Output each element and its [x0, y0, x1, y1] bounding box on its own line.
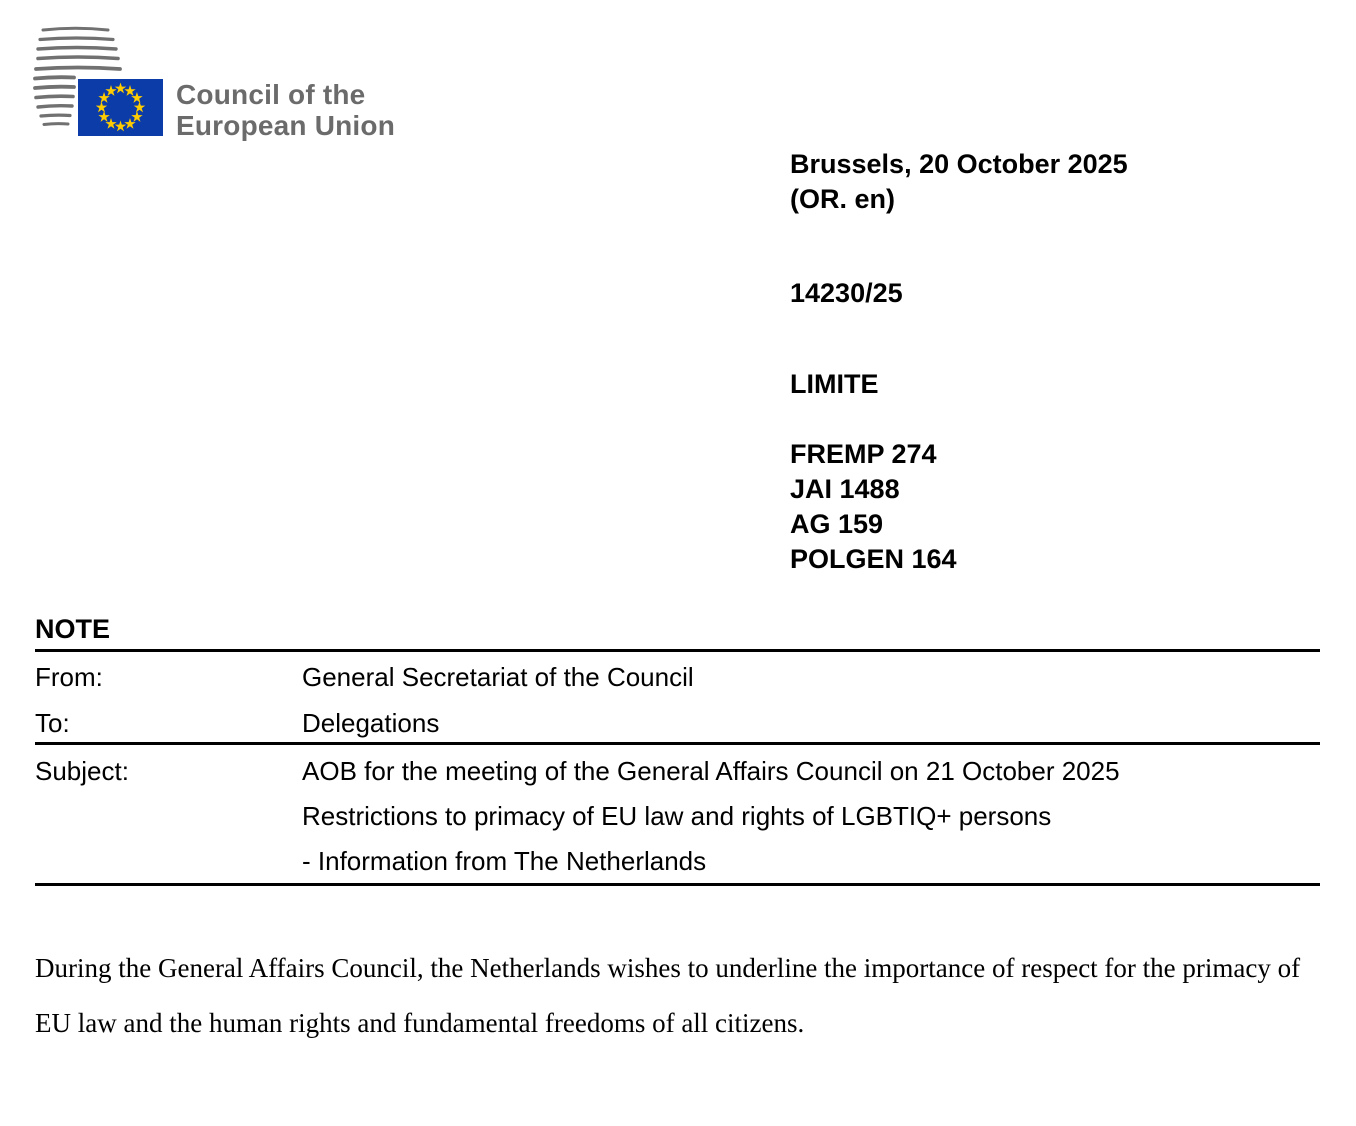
document-number: 14230/25: [790, 278, 903, 308]
to-value: Delegations: [302, 708, 440, 738]
subject-code: AG 159: [790, 509, 884, 539]
subject-line: Restrictions to primacy of EU law and rights of LGBTIQ+ persons: [302, 801, 1052, 831]
eu-flag-icon: [78, 79, 163, 136]
logo-org-name-line1: Council of the: [176, 79, 366, 110]
logo-org-name-line2: European Union: [176, 110, 396, 141]
subject-code: JAI 1488: [790, 474, 900, 504]
note-title: NOTE: [35, 614, 111, 644]
subject-code: FREMP 274: [790, 439, 937, 469]
subject-codes: [790, 437, 957, 577]
original-language: (OR. en): [790, 184, 895, 214]
body-paragraph: During the General Affairs Council, the Netherlands wishes to underline the importance of respect for the primacy of EU law and the human rights and fundamental freedoms of all citizens.: [35, 953, 1301, 1038]
logo-org-name: [176, 79, 395, 141]
subject-label: Subject:: [35, 756, 129, 786]
subject-code: POLGEN 164: [790, 544, 957, 574]
from-value: General Secretariat of the Council: [302, 662, 694, 692]
divider-rule: [35, 883, 1320, 886]
place-date: Brussels, 20 October 2025: [790, 149, 1128, 179]
from-label: From:: [35, 662, 103, 692]
to-label: To:: [35, 708, 70, 738]
divider-rule: [35, 649, 1320, 652]
classification-marking: LIMITE: [790, 369, 879, 399]
subject-line: AOB for the meeting of the General Affairs Council on 21 October 2025: [302, 756, 1120, 786]
divider-rule: [35, 742, 1320, 745]
subject-line: - Information from The Netherlands: [302, 846, 707, 876]
